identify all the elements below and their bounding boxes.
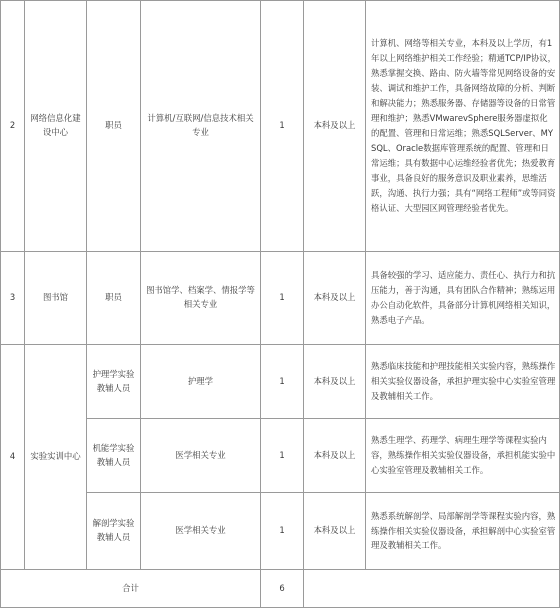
major-cell: 医学相关专业 [141,493,261,570]
requirements-cell: 计算机、网络等相关专业，本科及以上学历，有1年以上网络维护相关工作经验；精通TCP/IP协议，熟悉掌握交换、路由、防火墙等常见网络设备的安装、调试和维护工作，具备网络故障的分析、判断和解决能力；熟悉服务器、存储器等设备的日常管理和维护；熟悉VMwarevSphere服务器虚拟化的配置、管理和日常运维；熟悉SQLServer、MYSQL、Oracle数据库管理系统的配置、管理和日常运维；具有数据中心运维经验者优先；热爱教育事业，具备良好的服务意识及职业素养，思维活跃，沟通、执行力强；具有“网络工程师”或等同资格认证、大型园区网管理经验者优先。 [366,1,560,252]
requirements-cell: 熟悉系统解剖学、局部解剖学等课程实验内容，熟练操作相关实验仪器设备，承担解剖中心实验室管理及教辅相关工作。 [366,493,560,570]
education-cell: 本科及以上 [304,252,366,345]
education-cell: 本科及以上 [304,1,366,252]
count-cell: 1 [261,419,304,493]
major-cell: 医学相关专业 [141,419,261,493]
count-cell: 1 [261,252,304,345]
requirements-cell: 熟悉生理学、药理学、病理生理学等课程实验内容，熟练操作相关实验仪器设备，承担机能实验中心实验室管理及教辅相关工作。 [366,419,560,493]
table-row [1,252,560,345]
row-number: 4 [1,345,25,570]
total-count: 6 [261,570,304,608]
requirements-cell: 具备较强的学习、适应能力、责任心、执行力和抗压能力，善于沟通，具有团队合作精神；熟练运用办公自动化软件，具备部分计算机网络相关知识，熟悉电子产品。 [366,252,560,345]
education-cell: 本科及以上 [304,345,366,419]
department-cell: 网络信息化建设中心 [25,1,87,252]
count-cell: 1 [261,493,304,570]
education-cell: 本科及以上 [304,493,366,570]
department-cell: 图书馆 [25,252,87,345]
post-cell: 职员 [87,252,141,345]
count-cell: 1 [261,1,304,252]
total-row [1,570,560,608]
major-cell: 计算机/互联网/信息技术相关专业 [141,1,261,252]
department-cell: 实验实训中心 [25,345,87,570]
row-number: 3 [1,252,25,345]
post-cell: 护理学实验教辅人员 [87,345,141,419]
post-cell: 机能学实验教辅人员 [87,419,141,493]
major-cell: 护理学 [141,345,261,419]
total-label: 合计 [1,570,261,608]
education-cell: 本科及以上 [304,419,366,493]
table-row [1,1,560,252]
post-cell: 解剖学实验教辅人员 [87,493,141,570]
total-empty-cell [304,570,560,608]
requirements-cell: 熟悉临床技能和护理技能相关实验内容，熟练操作相关实验仪器设备，承担护理实验中心实验室管理及教辅相关工作。 [366,345,560,419]
row-number: 2 [1,1,25,252]
post-cell: 职员 [87,1,141,252]
major-cell: 图书馆学、档案学、情报学等相关专业 [141,252,261,345]
count-cell: 1 [261,345,304,419]
table-row [1,345,560,419]
